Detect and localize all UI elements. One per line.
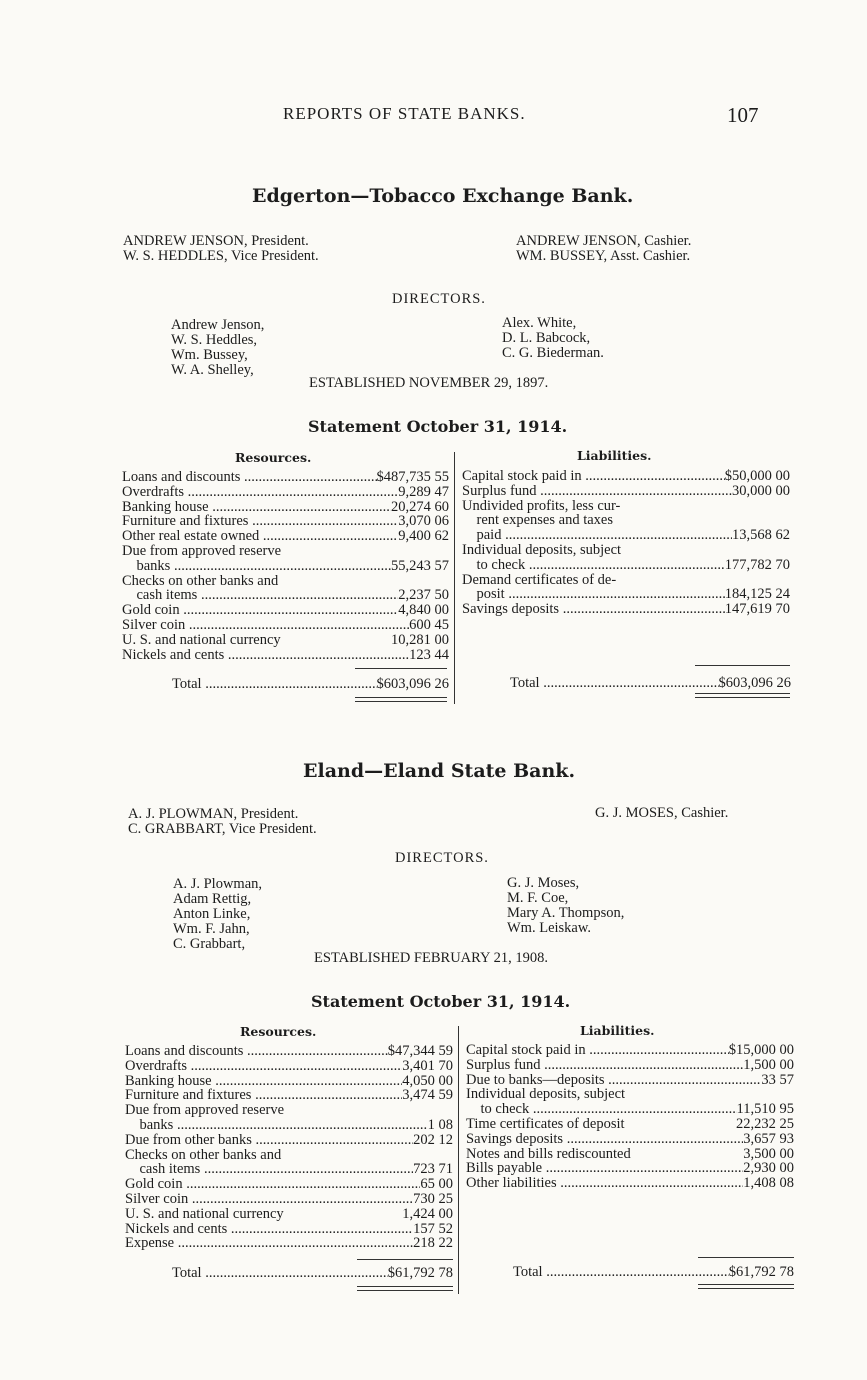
bank1-resources-double-rule (355, 701, 447, 702)
officer-line: ANDREW JENSON, President. (123, 233, 309, 249)
ledger-item-label: Gold coin ..... (125, 1177, 420, 1192)
ledger-row (125, 1177, 453, 1192)
bank2-resources-sum-rule (357, 1259, 453, 1260)
director-name: M. F. Coe, (507, 890, 569, 906)
ledger-row (125, 1118, 453, 1133)
ledger-row (125, 1133, 453, 1148)
ledger-row (462, 513, 790, 528)
ledger-item-label: Surplus fund ..... (466, 1058, 743, 1073)
ledger-row (125, 1192, 453, 1207)
ledger-item-amount: 9,289 47 (398, 483, 449, 500)
ledger-row (462, 484, 790, 499)
ledger-item-amount: 723 71 (413, 1161, 453, 1178)
ledger-item-amount: 2,930 00 (743, 1160, 794, 1177)
ledger-item-label: Savings deposits ..... (466, 1132, 743, 1147)
ledger-item-amount: 202 12 (413, 1131, 453, 1148)
bank1-liabilities-heading: Liabilities. (577, 448, 652, 463)
ledger-item-amount: 13,568 62 (732, 527, 790, 544)
ledger-item-label: paid ..... (462, 528, 732, 543)
ledger-row (122, 470, 449, 485)
ledger-item-label: Savings deposits ..... (462, 602, 725, 617)
ledger-item-amount: 20,274 60 (391, 498, 449, 515)
director-name: Anton Linke, (173, 906, 251, 922)
ledger-item-amount: 1,408 08 (743, 1175, 794, 1192)
bank2-directors-left (173, 877, 262, 952)
bank2-resources-heading: Resources. (240, 1024, 317, 1039)
ledger-item-amount: 4,050 00 (402, 1072, 453, 1089)
ledger-item-amount: $487,735 55 (376, 469, 449, 485)
ledger-item-amount: 3,070 06 (398, 513, 449, 530)
ledger-item-label: Overdrafts ..... (122, 485, 398, 500)
bank1-resources-total-row (172, 677, 449, 692)
bank1-resources-double-rule (355, 697, 447, 698)
ledger-row (125, 1207, 453, 1222)
ledger-item-label: Due from other banks ..... (125, 1133, 413, 1148)
bank1-title: Edgerton—Tobacco Exchange Bank. (252, 185, 634, 207)
bank2-liabilities-list (466, 1043, 794, 1191)
ledger-row (125, 1059, 453, 1074)
ledger-item-amount: 30,000 00 (732, 482, 790, 499)
ledger-item-label: Due to banks—deposits ..... (466, 1073, 761, 1088)
ledger-item-label: Individual deposits, subject (466, 1087, 626, 1103)
ledger-row (125, 1074, 453, 1089)
ledger-item-label: Gold coin ..... (122, 603, 398, 618)
ledger-item-label: Nickels and cents ..... (125, 1222, 413, 1237)
ledger-item-amount: 9,400 62 (398, 528, 449, 545)
bank1-officers-left (123, 234, 319, 264)
page-number: 107 (727, 103, 759, 127)
ledger-item-amount: 33 57 (761, 1071, 794, 1088)
ledger-item-amount: 4,840 00 (398, 602, 449, 619)
ledger-item-amount: 3,500 00 (743, 1145, 794, 1162)
ledger-item-label: Checks on other banks and (125, 1147, 282, 1163)
total-label: Total ..... (172, 677, 377, 692)
ledger-row (462, 573, 790, 588)
total-label: Total ..... (510, 676, 719, 691)
director-name: C. G. Biederman. (502, 345, 604, 361)
director-name: W. A. Shelley, (171, 362, 254, 378)
ledger-item-label: Furniture and fixtures ..... (125, 1088, 402, 1103)
ledger-item-amount: 22,232 25 (736, 1115, 794, 1132)
bank2-officers-left (128, 807, 317, 837)
director-name: Wm. F. Jahn, (173, 921, 250, 937)
ledger-item-amount: 157 52 (413, 1220, 453, 1237)
liabilities-total: $603,096 26 (718, 675, 791, 691)
ledger-item-label: Checks on other banks and (122, 573, 279, 589)
ledger-row (462, 469, 790, 484)
bank1-officers-right (516, 234, 691, 264)
bank1-directors-left (171, 318, 264, 378)
ledger-item-label: Demand certificates of de- (462, 572, 617, 588)
bank1-column-divider (454, 452, 455, 704)
ledger-row (462, 558, 790, 573)
ledger-item-amount: 10,281 00 (391, 631, 449, 648)
bank1-established: ESTABLISHED NOVEMBER 29, 1897. (309, 375, 549, 391)
ledger-item-label: Capital stock paid in ..... (466, 1043, 729, 1058)
ledger-item-amount: 3,474 59 (402, 1087, 453, 1104)
ledger-row (466, 1161, 794, 1176)
ledger-row (122, 618, 449, 633)
ledger-item-amount: 3,401 70 (402, 1057, 453, 1074)
ledger-item-amount: 600 45 (409, 616, 449, 633)
bank1-liabilities-double-rule (695, 693, 790, 694)
ledger-item-label: to check ..... (466, 1102, 737, 1117)
ledger-row (122, 500, 449, 515)
director-name: Andrew Jenson, (171, 317, 265, 333)
director-name: Adam Rettig, (173, 891, 252, 907)
ledger-item-label: posit ..... (462, 587, 725, 602)
ledger-row (466, 1102, 794, 1117)
bank1-resources-list (122, 470, 449, 662)
ledger-item-label: Overdrafts ..... (125, 1059, 402, 1074)
ledger-row (122, 559, 449, 574)
bank2-liabilities-heading: Liabilities. (580, 1023, 655, 1038)
ledger-row (466, 1043, 794, 1058)
director-name: D. L. Babcock, (502, 330, 591, 346)
ledger-item-label: Other real estate owned ..... (122, 529, 398, 544)
officer-line: G. J. MOSES, Cashier. (595, 805, 729, 821)
ledger-item-label: Loans and discounts ..... (122, 470, 377, 485)
bank2-liabilities-double-rule (698, 1288, 794, 1289)
ledger-item-label: cash items ..... (122, 588, 398, 603)
ledger-item-label: to check ..... (462, 558, 725, 573)
ledger-row (122, 574, 449, 589)
bank1-statement-title: Statement October 31, 1914. (308, 417, 568, 436)
ledger-item-label: Due from approved reserve (122, 543, 282, 559)
bank2-statement-title: Statement October 31, 1914. (311, 992, 571, 1011)
ledger-row (122, 544, 449, 559)
ledger-row (122, 633, 449, 648)
ledger-row (462, 602, 790, 617)
ledger-row (466, 1117, 794, 1132)
director-name: C. Grabbart, (173, 936, 246, 952)
officer-line: ANDREW JENSON, Cashier. (516, 233, 692, 249)
ledger-item-label: Silver coin ..... (125, 1192, 413, 1207)
ledger-row (122, 588, 449, 603)
ledger-item-label: cash items ..... (125, 1162, 413, 1177)
ledger-item-label: U. S. and national currency (125, 1206, 284, 1222)
officer-line: W. S. HEDDLES, Vice President. (123, 248, 319, 264)
bank2-established: ESTABLISHED FEBRUARY 21, 1908. (314, 950, 548, 966)
ledger-row (462, 499, 790, 514)
ledger-item-label: rent expenses and taxes (462, 513, 613, 529)
ledger-row (122, 514, 449, 529)
ledger-item-amount: 1,424 00 (402, 1205, 453, 1222)
bank2-title: Eland—Eland State Bank. (303, 760, 576, 782)
ledger-item-label: Notes and bills rediscounted (466, 1146, 631, 1162)
ledger-row (466, 1058, 794, 1073)
ledger-item-amount: 123 44 (409, 646, 449, 663)
bank1-resources-heading: Resources. (235, 450, 312, 465)
ledger-row (125, 1103, 453, 1118)
bank2-liabilities-double-rule (698, 1284, 794, 1285)
ledger-item-label: Loans and discounts ..... (125, 1044, 388, 1059)
ledger-item-label: Furniture and fixtures ..... (122, 514, 398, 529)
ledger-item-label: Capital stock paid in ..... (462, 469, 725, 484)
director-name: Alex. White, (502, 315, 577, 331)
director-name: W. S. Heddles, (171, 332, 258, 348)
ledger-row (462, 543, 790, 558)
ledger-item-label: Expense ..... (125, 1236, 413, 1251)
ledger-item-label: Bills payable ..... (466, 1161, 743, 1176)
ledger-row (125, 1236, 453, 1251)
bank1-liabilities-list (462, 469, 790, 617)
ledger-row (125, 1222, 453, 1237)
ledger-item-amount: 177,782 70 (724, 556, 790, 573)
director-name: Wm. Bussey, (171, 347, 248, 363)
officer-line: C. GRABBART, Vice President. (128, 821, 317, 837)
director-name: A. J. Plowman, (173, 876, 263, 892)
ledger-item-amount: 184,125 24 (724, 586, 790, 603)
officer-line: A. J. PLOWMAN, President. (128, 806, 299, 822)
bank2-resources-double-rule (357, 1286, 453, 1287)
bank1-liabilities-total-row (510, 676, 791, 691)
liabilities-total: $61,792 78 (728, 1264, 794, 1280)
ledger-item-amount: 2,237 50 (398, 587, 449, 604)
bank1-liabilities-double-rule (695, 697, 790, 698)
ledger-row (466, 1132, 794, 1147)
ledger-item-label: Banking house ..... (125, 1074, 402, 1089)
ledger-item-amount: $15,000 00 (728, 1042, 794, 1058)
ledger-row (125, 1162, 453, 1177)
ledger-row (466, 1073, 794, 1088)
ledger-item-amount: 55,243 57 (391, 557, 449, 574)
bank2-officers-right (595, 806, 728, 821)
ledger-item-label: Undivided profits, less cur- (462, 498, 621, 514)
bank1-directors-right (502, 316, 604, 361)
bank2-resources-list (125, 1044, 453, 1251)
ledger-row (466, 1087, 794, 1102)
bank2-liabilities-sum-rule (698, 1257, 794, 1258)
bank2-liabilities-total-row (513, 1265, 794, 1280)
ledger-item-label: Time certificates of deposit (466, 1116, 625, 1132)
resources-total: $61,792 78 (387, 1265, 453, 1281)
total-label: Total ..... (172, 1266, 388, 1281)
resources-total: $603,096 26 (376, 676, 449, 692)
ledger-item-label: Other liabilities ..... (466, 1176, 743, 1191)
ledger-item-label: Banking house ..... (122, 500, 391, 515)
ledger-row (125, 1088, 453, 1103)
ledger-row (466, 1147, 794, 1162)
ledger-row (462, 587, 790, 602)
bank2-directors-right (507, 876, 624, 936)
total-label: Total ..... (513, 1265, 729, 1280)
ledger-item-amount: 65 00 (420, 1176, 453, 1193)
ledger-row (122, 603, 449, 618)
bank2-column-divider (458, 1026, 459, 1294)
bank2-resources-double-rule (357, 1290, 453, 1291)
director-name: G. J. Moses, (507, 875, 580, 891)
bank1-resources-sum-rule (355, 668, 447, 669)
ledger-item-amount: 147,619 70 (724, 601, 790, 618)
director-name: Mary A. Thompson, (507, 905, 625, 921)
bank2-resources-total-row (172, 1266, 453, 1281)
ledger-row (125, 1044, 453, 1059)
ledger-row (122, 485, 449, 500)
ledger-item-amount: 1 08 (427, 1116, 453, 1133)
ledger-item-label: Silver coin ..... (122, 618, 409, 633)
ledger-item-label: Nickels and cents ..... (122, 648, 409, 663)
ledger-item-amount: $47,344 59 (387, 1043, 453, 1059)
ledger-item-label: U. S. and national currency (122, 632, 281, 648)
ledger-row (122, 529, 449, 544)
ledger-item-amount: 730 25 (413, 1190, 453, 1207)
ledger-item-label: banks ..... (122, 559, 391, 574)
ledger-item-label: banks ..... (125, 1118, 428, 1133)
ledger-item-label: Surplus fund ..... (462, 484, 732, 499)
ledger-item-label: Individual deposits, subject (462, 542, 622, 558)
ledger-item-amount: 11,510 95 (736, 1101, 794, 1118)
ledger-item-amount: 218 22 (413, 1235, 453, 1252)
ledger-item-amount: 3,657 93 (743, 1130, 794, 1147)
ledger-row (122, 648, 449, 663)
ledger-item-amount: 1,500 00 (743, 1056, 794, 1073)
ledger-row (466, 1176, 794, 1191)
ledger-item-label: Due from approved reserve (125, 1103, 285, 1118)
ledger-item-amount: $50,000 00 (724, 468, 790, 484)
ledger-row (462, 528, 790, 543)
officer-line: WM. BUSSEY, Asst. Cashier. (516, 248, 691, 264)
bank1-directors-heading: DIRECTORS. (392, 291, 486, 307)
director-name: Wm. Leiskaw. (507, 920, 592, 936)
bank2-directors-heading: DIRECTORS. (395, 850, 489, 866)
ledger-row (125, 1148, 453, 1163)
bank1-liabilities-sum-rule (695, 665, 790, 666)
running-title: REPORTS OF STATE BANKS. (283, 104, 526, 123)
